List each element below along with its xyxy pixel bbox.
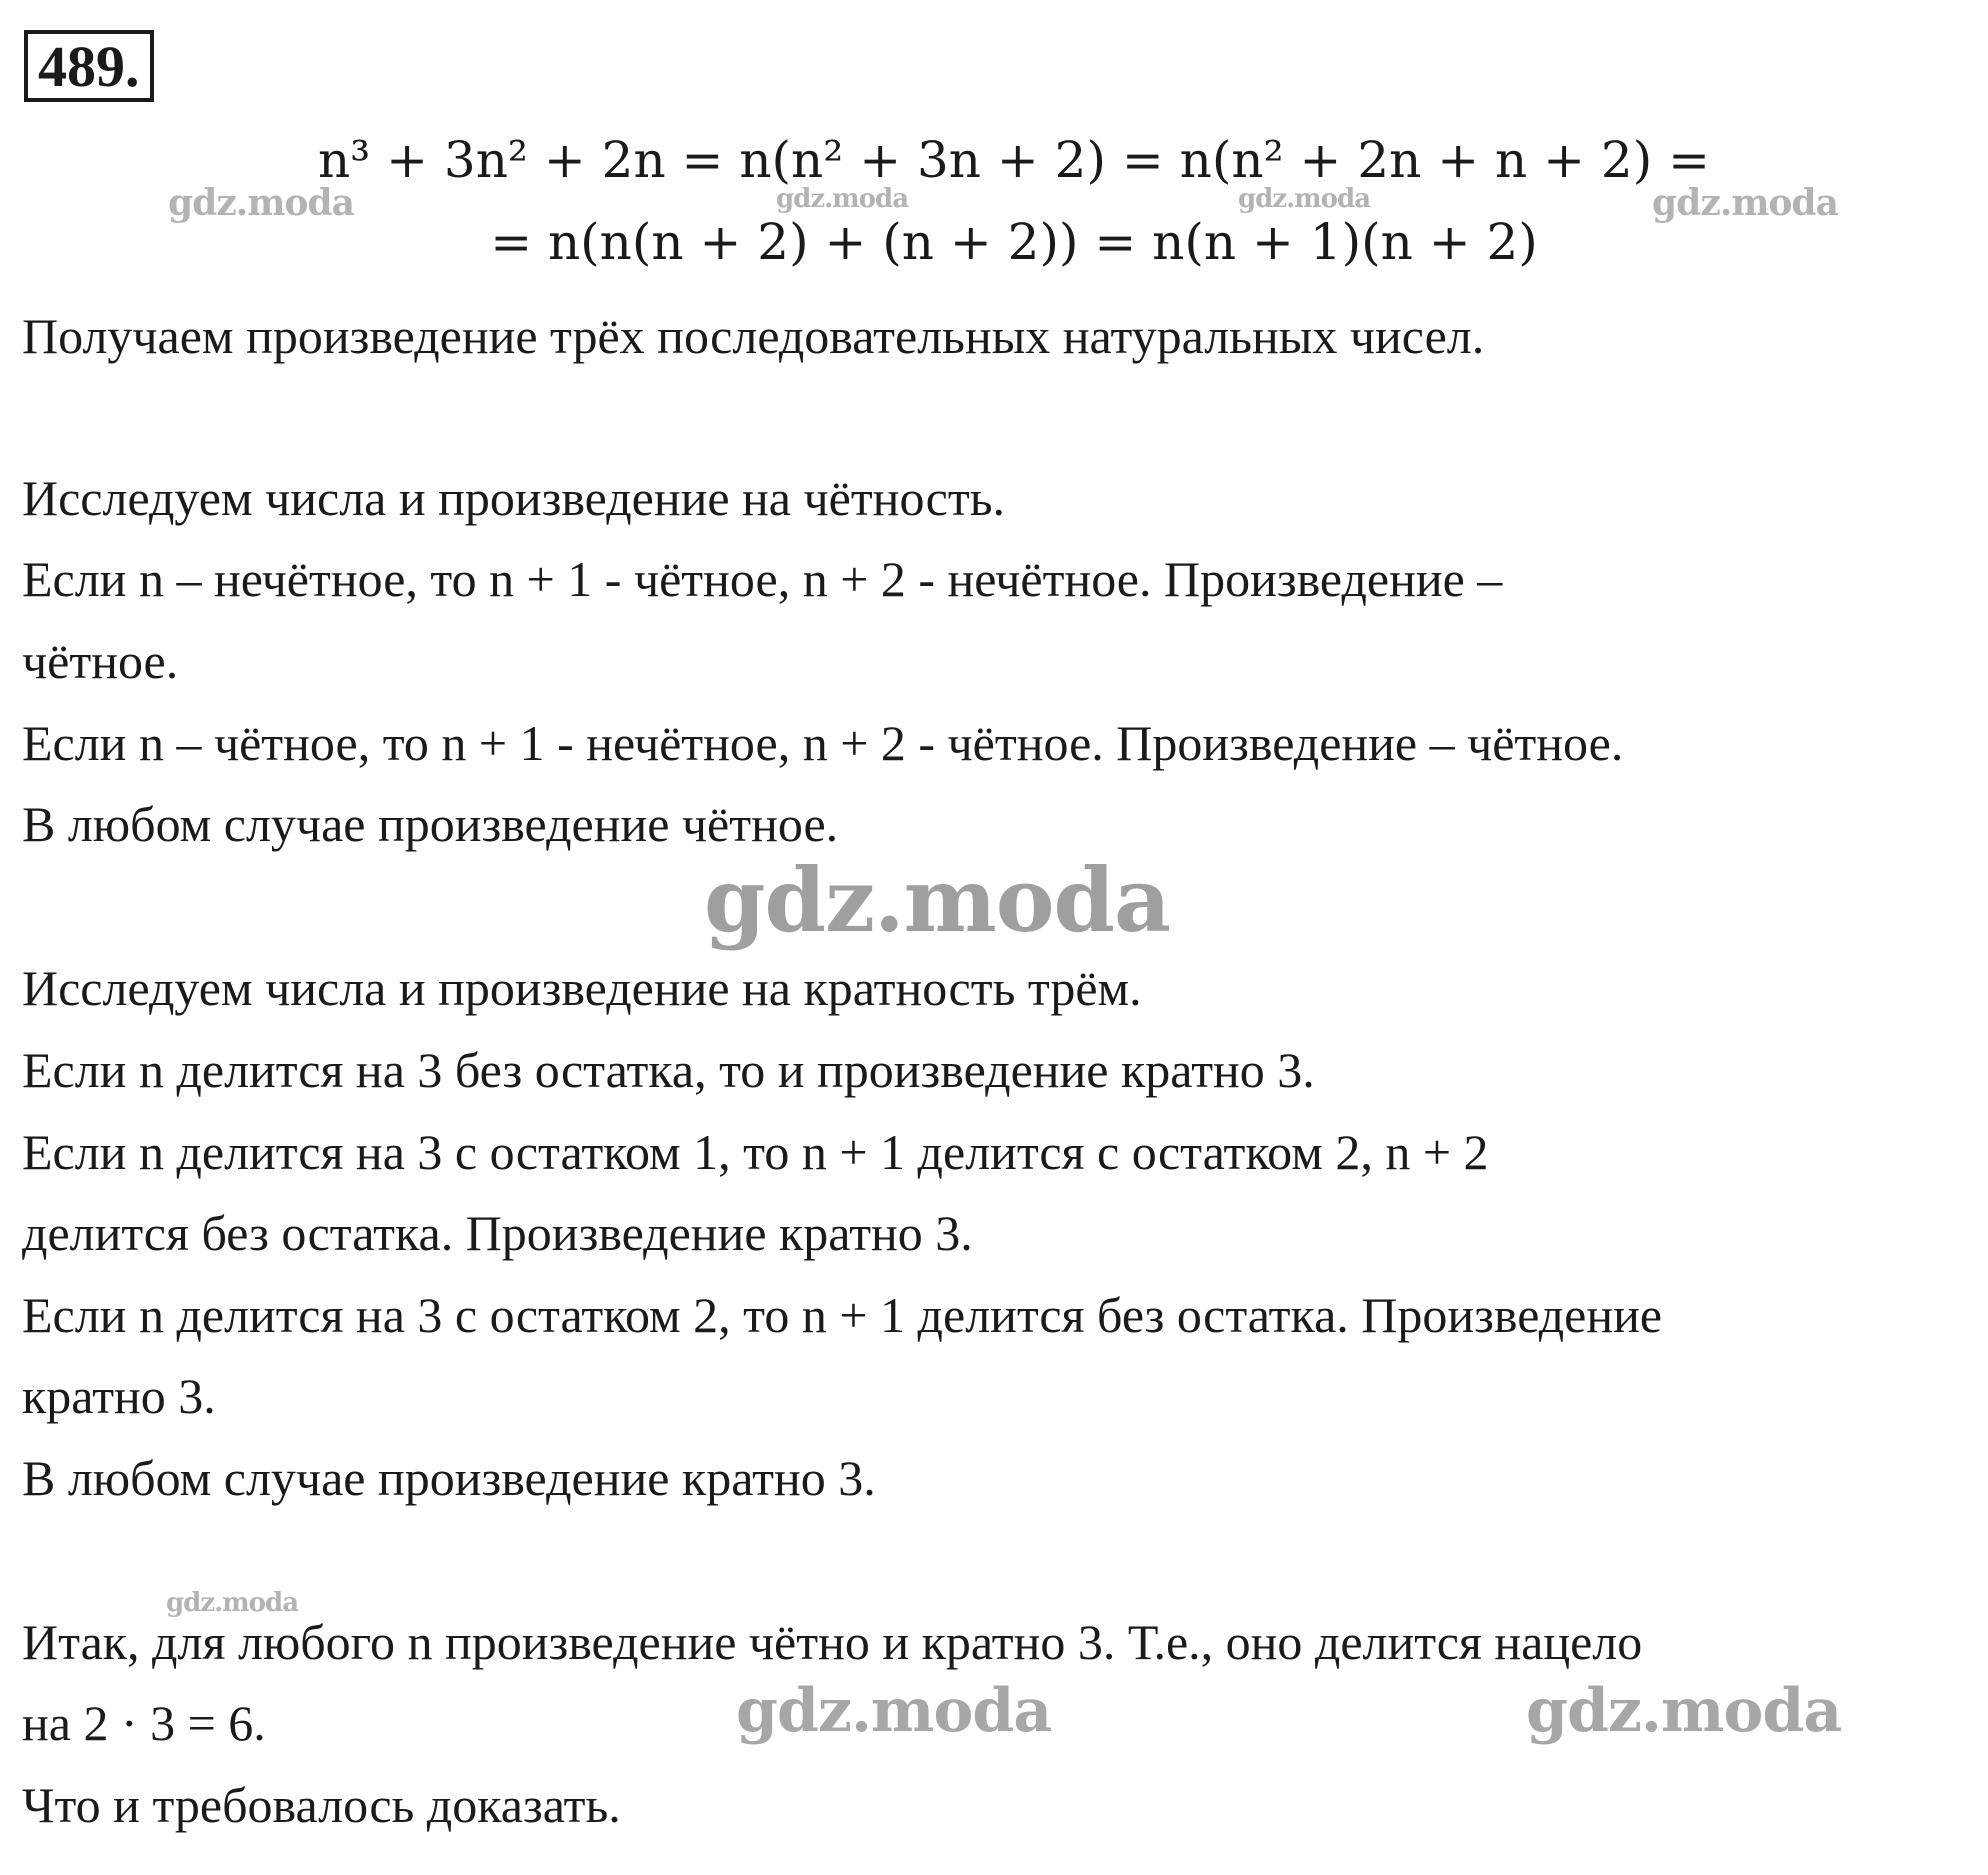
problem-number: 489. [24,30,154,102]
watermark: gdz.moda [704,848,1171,952]
text-line: кратно 3. [22,1368,216,1424]
text-line: делится без остатка. Произведение кратно 3. [22,1205,973,1261]
formula-line-1: n³ + 3n² + 2n = n(n² + 3n + 2) = n(n² + 2n + n + 2) = [317,131,1711,189]
text-line: В любом случае произведение чётное. [22,796,839,852]
text-line: Получаем произведение трёх последовательных натуральных чисел. [22,308,1485,364]
watermark: gdz.moda [1238,184,1371,214]
watermark: gdz.moda [1526,1676,1842,1746]
watermark: gdz.moda [736,1676,1052,1746]
text-line: В любом случае произведение кратно 3. [22,1450,876,1506]
text-line: Если n делится на 3 без остатка, то и произведение кратно 3. [22,1042,1315,1098]
text-line: чётное. [22,633,179,689]
text-line: Исследуем числа и произведение на чётность. [22,470,1006,526]
text-line: на 2 · 3 = 6. [22,1695,266,1751]
text-line: Исследуем числа и произведение на кратность трём. [22,960,1142,1016]
text-line: Если n делится на 3 с остатком 2, то n + 1 делится без остатка. Произведение [22,1287,1663,1343]
watermark: gdz.moda [166,1588,299,1618]
text-line: Что и требовалось доказать. [22,1777,621,1833]
watermark: gdz.moda [1652,182,1838,224]
formula-line-2: = n(n(n + 2) + (n + 2)) = n(n + 1)(n + 2) [490,213,1538,271]
watermark: gdz.moda [776,184,909,214]
text-line: Если n – нечётное, то n + 1 - чётное, n + 2 - нечётное. Произведение – [22,551,1503,607]
text-line: Итак, для любого n произведение чётно и кратно 3. Т.е., оно делится нацело [22,1614,1643,1670]
text-line: Если n делится на 3 с остатком 1, то n + 1 делится с остатком 2, n + 2 [22,1124,1489,1180]
text-line: Если n – чётное, то n + 1 - нечётное, n + 2 - чётное. Произведение – чётное. [22,715,1624,771]
watermark: gdz.moda [168,182,354,224]
